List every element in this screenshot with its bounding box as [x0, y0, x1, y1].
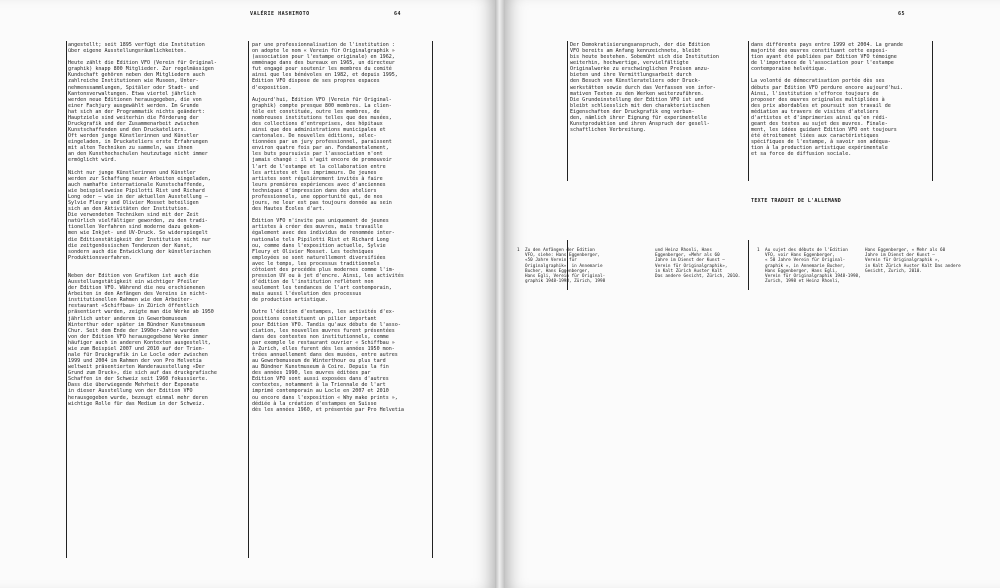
text-line: Schaffen in der Schweiz seit 1960 fokussierte. — [68, 376, 208, 383]
footnote-line: «50 Jahre Verein für — [525, 258, 577, 264]
text-line: graphik) knapp 800 Mitglieder. Zur regelmässigen — [68, 66, 214, 73]
text-line: Sylvie Fleury und Olivier Mosset beteiligen — [68, 200, 199, 207]
text-line: Nicht nur junge Künstlerinnen und Künstler — [68, 169, 196, 176]
text-line: zahlreiche Institutionen wie Museen, Unter- — [68, 78, 199, 85]
text-line: proposer des œuvres originales multipliées à — [751, 96, 885, 103]
right-page — [505, 0, 1000, 588]
text-line: à Zurich, elles furent dès les années 1950 mon- — [252, 345, 395, 352]
text-line: wie beispielsweise Pipilotti Rist und Richard — [68, 187, 205, 194]
text-line: Hauptziele sind weiterhin die Förderung der — [68, 114, 199, 121]
text-line: präsentiert wurden, zeigte man die Werke ab 1950 — [68, 309, 214, 316]
footnote-line: Au sujet des débuts de l'Edition — [765, 248, 848, 253]
text-line: Outre l'édition d'estampes, les activités d'ex- — [252, 309, 395, 316]
footnote-line: Originalgraphik», in Annemarie — [525, 263, 603, 269]
text-line: au Bündner Kunstmuseum à Coire. Depuis la fin — [252, 364, 389, 371]
text-line: d'édition de l'institution reflètent non — [252, 279, 374, 286]
text-line: den, nämlich ihrer Eignung für experimentelle — [570, 114, 707, 121]
text-line: wie zum Beispiel 2007 und 2010 auf der Trien- — [68, 345, 205, 352]
text-line: Ausstellungstätigkeit ein wichtiger Pfeiler — [68, 279, 199, 286]
text-line: l'art de l'estampe et la collaboration entre — [252, 163, 386, 170]
text-line: les artistes et les imprimeurs. De jeunes — [252, 169, 377, 176]
text-line: Druckgrafik und der Zusammenarbeit zwischen — [68, 121, 199, 128]
text-line: été étroitement liées aux caractéristiques — [751, 133, 879, 140]
text-line: trées annuellement dans des musées, entre autres — [252, 351, 398, 358]
text-line: natürlich vielfältiger geworden, zu den tradi- — [68, 218, 208, 225]
text-line: men wie Inkjet- und UV-Druck. So widerspiegelt — [68, 230, 208, 237]
text-line: côtoient des procédés plus modernes comme l'im- — [252, 266, 395, 273]
text-line: in dieser Ausstellung von der Edition VFO — [68, 388, 193, 395]
text-line: par une professionnalisation de l'institution : — [252, 42, 395, 48]
text-line: schaftlichen Verbreitung. — [570, 127, 646, 134]
text-line: über eigene Ausstellungsräumlichkeiten. — [68, 48, 187, 55]
text-line: Oft werden junge Künstlerinnen und Künstler — [68, 133, 199, 140]
text-line: Kunstschaffenden und den Druckateliers. — [68, 127, 187, 134]
text-line: bieten und ihre Vermittlungsarbeit durch — [570, 72, 692, 79]
text-line: Die verwendeten Techniken sind mit der Zeit — [68, 212, 199, 219]
column-rule-right — [932, 41, 933, 181]
footnote-line: Gesicht, Zurich, 2010. — [865, 268, 922, 274]
text-line: contemporaine helvétique. — [751, 66, 827, 73]
text-line: ment, les idées guidant Edition VFO ont toujours — [751, 127, 897, 134]
page-number-right: 65 — [898, 11, 906, 17]
footnote-line: Zu den Anfängen der Edition — [525, 248, 595, 253]
french-column — [252, 42, 430, 413]
text-line: des années 1990, les œuvres éditées par — [252, 370, 371, 377]
text-line: dédiée à la création d'estampes en Suisse — [252, 400, 377, 407]
text-line: Neben der Edition von Grafiken ist auch die — [68, 272, 199, 279]
text-line: spécifiques de l'estampe, à savoir son adéqua- — [751, 139, 891, 146]
text-line: angestellt; seit 1895 verfügt die Institution — [68, 42, 205, 48]
text-line: restaurant «Schiffbau» in Zürich öffentlich — [68, 303, 199, 310]
footnote-line: und Heinz Rhonli, Hans — [655, 248, 712, 253]
text-line: d'artistes et d'imprimeries ainsi qu'en rédi- — [751, 114, 888, 121]
text-line: d'exposition. — [252, 84, 292, 91]
text-line: nale für Druckgrafik in Le Locle oder zwischen — [68, 351, 208, 358]
text-line: emménage dans des bureaux en 1965, un directeur — [252, 60, 395, 67]
text-line: tèle est constituée, outre les membres, de — [252, 108, 380, 115]
text-line: Edition VFO n'invite pas uniquement de jeunes — [252, 218, 389, 225]
text-line: environ quatre fois par an. Fondamentalement, — [252, 145, 389, 152]
text-line: La volonté de démocratisation portée dès ses — [751, 78, 885, 85]
footnote-line: VFO, siehe: Hans Eggenberger, — [525, 253, 601, 259]
text-line: fut engagé pour soutenir les membres du comité — [252, 66, 392, 73]
text-line: werden neue Editionen herausgegeben, die von — [68, 96, 202, 103]
footnote-fr-cont — [865, 248, 961, 274]
text-line: Der Demokratisierungsanspruch, der die Edition — [570, 42, 710, 48]
text-line: werden zur Schaffung neuer Arbeiten eingeladen, — [68, 175, 211, 182]
text-line: on adopte le nom « Verein für Originalgraphik » — [252, 48, 395, 55]
column-rule-left — [567, 41, 568, 181]
text-line: bleibt schliesslich mit den charakteristischen — [570, 102, 710, 109]
footnote-line: graphik », in Annemarie Bucher, — [765, 263, 846, 269]
text-line: également avec des individus de renommée inter- — [252, 230, 395, 237]
text-line: Produktionsverfahren. — [68, 254, 132, 261]
text-line: de production artistique. — [252, 297, 328, 304]
footnote-line: in Kalt Zürich Auster Kalt — [655, 268, 723, 274]
text-line: techniques d'impression dans des ateliers — [252, 187, 377, 194]
column-rule-right — [432, 41, 433, 558]
text-line: hat sich an der Programmatik nichts geändert: — [68, 108, 205, 115]
footnote-line: Verein für Originalgraphik 1948-1998, — [765, 274, 861, 280]
text-line: pression UV ou à jet d'encre. Ainsi, les activités — [252, 272, 404, 279]
text-line: häufiger auch in anderen Kontexten ausgestellt, — [68, 339, 211, 346]
text-line: sich an den Aktivitäten der Institution. — [68, 206, 190, 213]
text-line: Winterthur oder später im Bündner Kunstmuseum — [68, 321, 205, 328]
footnote-line: Jahre im Dienst der Kunst – — [865, 253, 935, 259]
text-line: Originalwerke zu erschwinglichen Preisen anzu- — [570, 66, 710, 73]
german-column — [68, 42, 246, 407]
text-line: den Besuch von Künstlerateliers oder Druck- — [570, 78, 701, 85]
text-line: Fleury et Olivier Mosset. Les techniques — [252, 248, 374, 255]
text-line: weltweit präsentierten Wanderausstellung «Der — [68, 364, 205, 371]
footnote-line: Hans Eggenberger, Hans Egli, — [765, 268, 838, 274]
text-line: tion ayant été publiées par Edition VFO témoigne — [751, 54, 897, 61]
text-line: auch namhafte internationale Kunstschaffende, — [68, 181, 205, 188]
text-line: dans différents pays entre 1999 et 2004. La grande — [751, 42, 903, 48]
text-line: jamais changé : il s'agit encore de promouvoir — [252, 157, 392, 164]
text-line: Die Grundeinstellung der Edition VFO ist und — [570, 96, 704, 103]
text-line: wichtige Rolle für das Medium in der Schweiz. — [68, 400, 205, 407]
french-column — [751, 42, 931, 157]
text-line: de l'importance de l'association pour l'estampe — [751, 60, 894, 67]
footnote-line: in Kalt Zürich Auster Kalt Das andere — [865, 263, 961, 269]
text-line: les buts poursuivis par l'association n'ont — [252, 151, 383, 158]
footnote-line: Das andere Gesicht, Zürich, 2010. — [655, 274, 741, 280]
text-line: nehmenssammlungen, Spitäler oder Stadt- und — [68, 84, 199, 91]
text-line: leurs premières expériences avec d'anciennes — [252, 181, 386, 188]
text-line: tionnées par un jury professionnel, paraissent — [252, 139, 392, 146]
text-line: jährlich unter anderem in Gewerbemuseum — [68, 315, 187, 322]
text-line: institutionellen Rahmen wie dem Arbeiter- — [68, 297, 193, 304]
footnote-line: VFO, voir Hans Eggenberger, — [765, 253, 835, 259]
text-line: dès les années 1960, et présentée par Pro Helvetia — [252, 406, 404, 413]
text-line: ciation, les nouvelles œuvres furent présentées — [252, 327, 395, 334]
text-line: Arbeiten in den Anfängen des Vereins in nicht- — [68, 291, 208, 298]
text-line: tionellen Verfahren sind moderne dazu gekom- — [68, 224, 202, 231]
footnote-rule — [748, 240, 749, 290]
left-page — [0, 0, 495, 588]
column-rule-left — [66, 41, 67, 558]
text-line: werkstätten sowie durch das Verfassen von infor- — [570, 84, 716, 91]
text-line: professionnels, une opportunité qui, de nos — [252, 193, 383, 200]
text-line: artistes à créer des œuvres, mais travaille — [252, 224, 383, 231]
text-line: ou, comme dans l'exposition actuelle, Sylvie — [252, 242, 386, 249]
text-line: jours, ne leur est pas toujours donnée au sein — [252, 200, 392, 207]
text-line: nationale tels Pipilotti Rist et Richard Long — [252, 236, 389, 243]
footnote-line: Jahre im Dienst der Kunst – — [655, 258, 725, 264]
text-line: Edition VFO sont aussi exposées dans d'autres — [252, 376, 389, 383]
footnote-line: graphik 1948-1998, Zürich, 1998 — [525, 279, 606, 285]
translation-note: TEXTE TRADUIT DE L'ALLEMAND — [751, 198, 842, 204]
text-line: von der Edition VFO herausgegebene Werke immer — [68, 333, 208, 340]
text-line: einer Fachjury ausgewählt werden. Im Grunde — [68, 102, 199, 109]
text-line: weiterhin, hochwertige, vervielfältigte — [570, 60, 689, 67]
text-line: bis heute bestehen. Sobemüht sich die Institution — [570, 54, 719, 61]
text-line: des collections d'entreprises, des hôpitaux — [252, 121, 383, 128]
text-line: Dass die überwiegende Mehrheit der Exponate — [68, 382, 199, 389]
book-gutter — [495, 0, 505, 588]
text-line: sondern auch die Entwicklung der künstlerischen — [68, 248, 211, 255]
footnote-line: Zurich, 1998 et Heinz Rhonli, — [765, 279, 841, 285]
text-line: ainsi que les bénévoles en 1982, et depuis 1995, — [252, 72, 398, 79]
text-line: Long oder – wie in der aktuellen Ausstellung – — [68, 193, 208, 200]
text-line: Kantonsverwaltungen. Etwa viertel jährlich — [68, 90, 196, 97]
footnote-line: Bucher, Hans Eggenberger, — [525, 268, 590, 274]
running-head: VALÉRIE HASHIMOTO — [250, 11, 310, 17]
text-line: die Editionstätigkeit der Institution nicht nur — [68, 236, 211, 243]
text-line: débuts par Edition VFO perdure encore aujourd'hui. — [751, 84, 903, 91]
text-line: nombreuses institutions telles que des musées, — [252, 114, 392, 121]
text-line: des prix abordables et poursuit son travail de — [751, 102, 891, 109]
text-line: Kundschaft gehören neben den Mitgliedern auch — [68, 72, 205, 79]
text-line: majorité des œuvres constituant cette exposi- — [751, 48, 888, 55]
text-line: an den Kunsthochschulen heutzutage nicht immer — [68, 151, 208, 158]
text-line: Edition VFO dispose de ses propres espaces — [252, 78, 380, 85]
text-line: (association pour l'estampe originale) en 1962, — [252, 54, 395, 61]
text-line: Ainsi, l'institution s'efforce toujours de — [751, 90, 879, 97]
footnote-line: Hans Egli, Verein für Original- — [525, 274, 606, 280]
text-line: Heute zählt die Edition VFO (Verein für Original- — [68, 60, 217, 67]
column-rule-middle — [748, 41, 749, 181]
text-line: ou encore dans l'exposition « Why make prints », — [252, 394, 398, 401]
text-line: contextes, notamment à la Triennale de l'art — [252, 382, 386, 389]
text-line: et sa force de diffusion sociale. — [751, 151, 852, 158]
text-line: positions constituent un pilier important — [252, 315, 377, 322]
text-line: ainsi que des administrations municipales et — [252, 127, 386, 134]
text-line: Eigenschaften der Druckgrafik eng verbun- — [570, 108, 695, 115]
german-column — [570, 42, 746, 133]
text-line: der Edition VFO. Während die neu erschienenen — [68, 285, 205, 292]
text-line: Grund zum Druck», die sich auf das druckgrafische — [68, 370, 217, 377]
page-number-left: 64 — [394, 11, 402, 17]
text-line: cantonales. De nouvelles éditions, sélec- — [252, 133, 377, 140]
text-line: pour Edition VFO. Tandis qu'aux débuts de l'asso- — [252, 321, 401, 328]
text-line: imprimé contemporain au Locle en 2007 et 2010 — [252, 388, 389, 395]
text-line: employées se sont naturellement diversifiées — [252, 254, 386, 261]
text-line: dans des contextes non institutionnels, comme — [252, 333, 389, 340]
text-line: Aujourd'hui, Edition VFO (Verein für Original- — [252, 96, 392, 103]
footnote-line: « 50 Jahre Verein für Original- — [765, 258, 846, 264]
text-line: médiation au travers de visites d'ateliers — [751, 108, 879, 115]
column-rule-middle — [248, 41, 249, 558]
text-line: die zeitgenössischen Tendenzen der Kunst, — [68, 242, 193, 249]
text-line: mativen Texten zu den Werken weiterzuführen. — [570, 90, 704, 97]
footnote-number-de: 1 — [517, 248, 520, 253]
footnote-de-cont — [655, 248, 740, 279]
text-line: 1999 und 2004 im Rahmen der von Pro Helvetia — [68, 358, 202, 365]
text-line: seulement les tendances de l'art contemporain, — [252, 285, 392, 292]
text-line: VFO bereits am Anfang kennzeichnete, bleibt — [570, 48, 701, 55]
footnote-fr — [765, 248, 861, 284]
text-line: eingeladen, in Druckateliers erste Erfahrungen — [68, 139, 208, 146]
text-line: Kunstproduktion und ihren Anspruch der gesell- — [570, 121, 710, 128]
footnote-line: Verein für Originalgraphik », — [865, 258, 941, 264]
text-line: des Hautes Écoles d'art. — [252, 206, 325, 213]
text-line: herausgegeben wurde, bezeugt einmal mehr deren — [68, 394, 208, 401]
text-line: au Gewerbemuseum de Winterthour ou plus tard — [252, 358, 386, 365]
footnote-line: Eggenberger, «Mehr als 60 — [655, 253, 720, 259]
text-line: mais aussi l'évolution des processus — [252, 291, 362, 298]
text-line: tion à la production artistique expérimentale — [751, 145, 888, 152]
footnote-line: Hans Eggenberger, « Mehr als 60 — [865, 248, 946, 253]
text-line: Chur. Seit dem Ende der 1990er-Jahre wurden — [68, 327, 199, 334]
footnote-number-fr: 1 — [757, 248, 760, 253]
text-line: avec le temps, les processus traditionnels — [252, 260, 380, 267]
text-line: ermöglicht wird. — [68, 157, 117, 164]
footnote-de — [525, 248, 605, 284]
text-line: artistes sont régulièrement invités à faire — [252, 175, 383, 182]
text-line: geant des textes au sujet des œuvres. Finale- — [751, 121, 888, 128]
text-line: par exemple le restaurant ouvrier « Schiffbau » — [252, 339, 395, 346]
footnote-line: Verein für Originalgraphik», — [655, 263, 728, 269]
text-line: graphik) compte presque 800 membres. La clien- — [252, 102, 392, 109]
text-line: mit alten Techniken zu sammeln, was ihnen — [68, 145, 193, 152]
